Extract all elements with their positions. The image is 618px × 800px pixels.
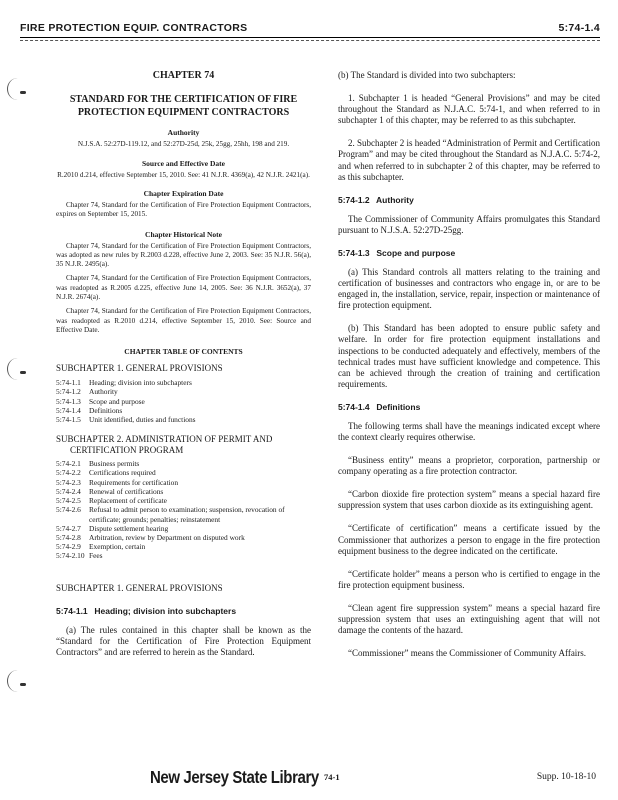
toc-item[interactable]: 5:74-2.5 Replacement of certificate — [56, 496, 167, 506]
section-heading-1-1 — [56, 606, 311, 616]
toc-item[interactable]: 5:74-2.3 Requirements for certification — [56, 477, 179, 487]
definition-paragraph: “Business entity” means a proprietor, corporation, partnership or company operating as a fire protection contractor. — [338, 455, 600, 477]
section-paragraph: 2. Subchapter 2 is headed “Administration of Permit and Certification Program” and may be cited throughout the Standard as N.J.A.C. 5:74-2, and when referred to in subchapter 2 of this chapter, may be referred to as this subchapter. — [338, 138, 600, 182]
toc-item[interactable]: 5:74-2.7 Dispute settlement hearing — [56, 523, 169, 533]
historical-note: Chapter 74, Standard for the Certification of Fire Protection Equipment Contractors, was readopted as R.2010 d.214, effective September 15, 2010. See: Source and Effective Date. — [56, 307, 311, 334]
section-number: 5:74-1.4 — [338, 401, 370, 412]
section-number: 5:74-1.1 — [56, 605, 88, 616]
historical-note: Chapter 74, Standard for the Certification of Fire Protection Equipment Contractors, was readopted as R.2005 d.225, effective June 14, 2005. See: 36 N.J.R. 3652(a), 37 N.J.R. 2674(a). — [56, 274, 311, 302]
section-heading-1-3 — [338, 248, 600, 258]
toc-item[interactable]: 5:74-2.6 Refusal to admit person to examination; suspension, revocation of certificate; grounds; penalties; reinstatement — [56, 505, 285, 524]
toc-item[interactable]: 5:74-2.4 Renewal of certifications — [56, 486, 164, 496]
right-column — [338, 70, 600, 666]
section-title: Authority — [376, 194, 414, 205]
section-title: Definitions — [376, 401, 421, 412]
section-heading-1-4 — [338, 402, 600, 412]
supplement-date: Supp. 10-18-10 — [536, 772, 596, 782]
binder-hole-icon — [7, 78, 29, 102]
toc-item[interactable]: 5:74-1.3 Scope and purpose — [56, 396, 145, 406]
definition-paragraph: The following terms shall have the meanings indicated except where the context clearly requires otherwise. — [338, 420, 600, 442]
chapter-number: CHAPTER 74 — [152, 70, 215, 81]
toc-item[interactable]: 5:74-2.9 Exemption, certain — [56, 542, 146, 552]
toc-list-1 — [56, 378, 311, 424]
running-header — [20, 22, 600, 34]
header-title: FIRE PROTECTION EQUIP. CONTRACTORS — [20, 22, 248, 34]
toc-item[interactable]: 5:74-1.1 Heading; division into subchapters — [56, 378, 192, 388]
section-paragraph: The Commissioner of Community Affairs promulgates this Standard pursuant to N.J.S.A. 52:27D-25gg. — [338, 213, 600, 235]
definition-paragraph: “Certificate of certification” means a certificate issued by the Commissioner that authorizes a person to engage in the fire protection equipment business to the degree indicated on the certificate. — [338, 523, 600, 556]
section-title: Scope and purpose — [376, 247, 456, 258]
toc-item[interactable]: 5:74-2.1 Business permits — [56, 459, 140, 469]
page-number: 74-1 — [324, 772, 340, 782]
toc-item[interactable]: 5:74-1.4 Definitions — [56, 405, 123, 415]
section-paragraph: (a) The rules contained in this chapter shall be known as the “Standard for the Certification of Fire Protection Equipment Contractors” and are referred to herein as the Standard. — [56, 624, 311, 657]
definition-paragraph: “Carbon dioxide fire protection system” means a special hazard fire suppression system that uses carbon dioxide as its extinguishing agent. — [338, 489, 600, 511]
page-footer — [0, 768, 618, 790]
library-stamp: New Jersey State Library — [150, 768, 319, 788]
section-number: 5:74-1.3 — [338, 247, 370, 258]
binder-hole-icon — [7, 670, 29, 694]
toc-item[interactable]: 5:74-1.5 Unit identified, duties and functions — [56, 415, 196, 425]
header-section-number: 5:74-1.4 — [558, 22, 600, 34]
toc-subchapter-2: SUBCHAPTER 2. ADMINISTRATION OF PERMIT AND CERTIFICATION PROGRAM — [56, 434, 273, 455]
toc-item[interactable]: 5:74-2.2 Certifications required — [56, 468, 156, 478]
toc-item[interactable]: 5:74-2.8 Arbitration, review by Department on disputed work — [56, 532, 245, 542]
toc-item[interactable]: 5:74-1.2 Authority — [56, 387, 118, 397]
toc-item[interactable]: 5:74-2.10 Fees — [56, 551, 103, 561]
toc-list-2 — [56, 459, 311, 560]
section-paragraph: (b) The Standard is divided into two subchapters: — [338, 70, 516, 80]
expiration-text: Chapter 74, Standard for the Certification of Fire Protection Equipment Contractors, expires on September 15, 2015. — [56, 201, 311, 219]
section-paragraph: (a) This Standard controls all matters relating to the training and certification of businesses and contractors who engage in, or are to be engaged in, the installation, service, repair, inspection or maintenance of fire protection equipment. — [338, 266, 600, 311]
binder-hole-icon — [7, 358, 29, 382]
header-rule-dashed — [20, 40, 600, 41]
section-paragraph: (b) This Standard has been adopted to ensure public safety and welfare. In order for fire protection equipment installations and inspections to be conducted adequately and effectively, members of the technical trades must have sufficient knowledge and competence. This can be achieved through the creation of training and certification requirements. — [338, 323, 600, 389]
section-title: Heading; division into subchapters — [94, 605, 237, 616]
authority-heading: Authority — [167, 128, 200, 137]
header-rule — [20, 37, 600, 38]
expiration-heading: Chapter Expiration Date — [143, 189, 224, 198]
source-heading: Source and Effective Date — [142, 158, 225, 168]
historical-note: Chapter 74, Standard for the Certification of Fire Protection Equipment Contractors, was adopted as new rules by R.2003 d.228, effective June 2, 2003. See: 35 N.J.R. 56(a), 35 N.J.R. 2495(a). — [56, 241, 311, 269]
left-column — [56, 70, 311, 665]
section-heading-1-2 — [338, 195, 600, 205]
definition-paragraph: “Certificate holder” means a person who is certified to engage in the fire protection equipment business. — [338, 568, 600, 590]
toc-heading: CHAPTER TABLE OF CONTENTS — [124, 347, 243, 357]
definition-paragraph: “Commissioner” means the Commissioner of Community Affairs. — [348, 648, 587, 659]
toc-subchapter-1: SUBCHAPTER 1. GENERAL PROVISIONS — [56, 363, 223, 374]
section-paragraph: 1. Subchapter 1 is headed “General Provisions” and may be cited throughout the Standard as N.J.A.C. 5:74-1, and when referred to in subchapter 1 of this chapter, may be referred to as this subchapter. — [338, 93, 600, 126]
authority-text: N.J.S.A. 52:27D-119.12, and 52:27D-25d, 25k, 25gg, 25hh, 198 and 219. — [77, 140, 290, 148]
section-number: 5:74-1.2 — [338, 194, 370, 205]
historical-note-heading: Chapter Historical Note — [145, 229, 222, 239]
source-text: R.2010 d.214, effective September 15, 2010. See: 41 N.J.R. 4369(a), 42 N.J.R. 2421(a). — [57, 170, 310, 179]
definition-paragraph: “Clean agent fire suppression system” means a special hazard fire suppression system that uses an extinguishing agent that will not damage the contents of the hazard. — [338, 602, 600, 636]
body-subchapter-heading: SUBCHAPTER 1. GENERAL PROVISIONS — [56, 582, 223, 593]
chapter-title: STANDARD FOR THE CERTIFICATION OF FIRE PROTECTION EQUIPMENT CONTRACTORS — [69, 94, 298, 118]
